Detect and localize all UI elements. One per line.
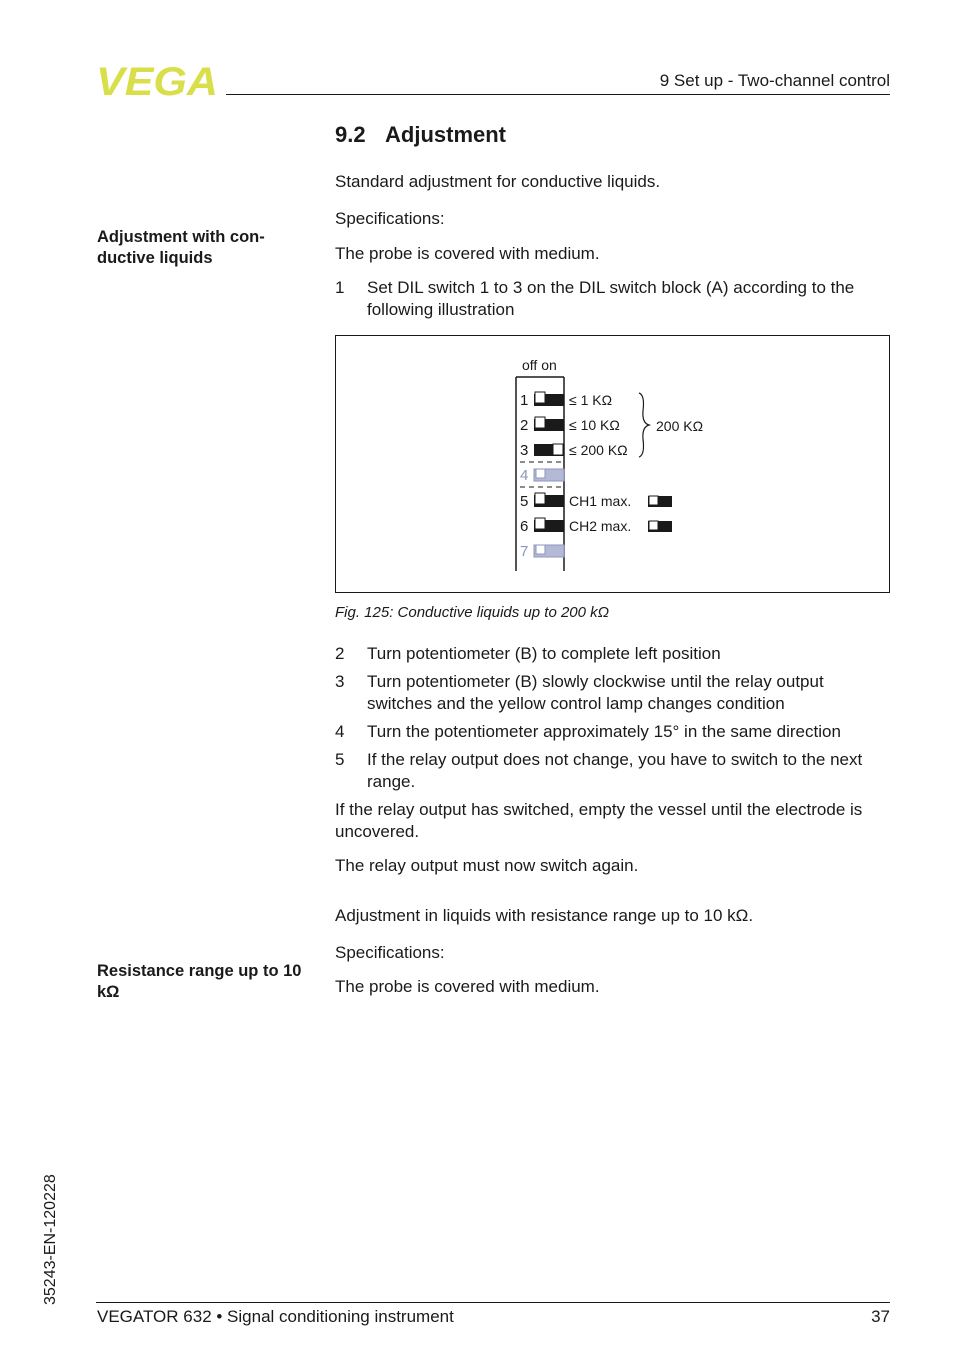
range-brace [639, 393, 649, 457]
step-number: 4 [335, 722, 345, 741]
switch-number: 1 [520, 392, 529, 409]
switch-knob-off [535, 392, 545, 403]
step-text: If the relay output does not change, you have to switch to the next range. [367, 750, 863, 791]
probe-covered-text: The probe is covered with medium. [335, 244, 600, 263]
footer-rule [96, 1302, 890, 1303]
step-item [335, 749, 891, 793]
step-number: 5 [335, 750, 345, 769]
brace-label: 200 KΩ [656, 418, 704, 434]
header-rule [226, 94, 890, 95]
section-title [335, 122, 506, 148]
switch-label: CH2 max. [569, 518, 632, 534]
relay-switched-text: If the relay output has switched, empty the vessel until the electrode is uncovered. [335, 800, 863, 841]
footer-title: VEGATOR 632 • Signal conditioning instrument [97, 1307, 454, 1326]
switch-number: 7 [520, 543, 529, 560]
page-number: 37 [871, 1307, 890, 1326]
step-item [335, 671, 891, 715]
specifications-label: Specifications: [335, 209, 445, 228]
step-text: Turn potentiometer (B) to complete left position [367, 644, 721, 663]
resistance-range-text: Adjustment in liquids with resistance range up to 10 kΩ. [335, 906, 754, 925]
switch-number: 6 [520, 518, 529, 535]
side-note-conductive: Adjustment with con-ductive liquids [97, 228, 265, 267]
switch-knob-on [553, 444, 563, 455]
switch-number: 2 [520, 417, 529, 434]
step-number: 3 [335, 672, 345, 691]
switch-number: 4 [520, 467, 529, 484]
dil-switch-diagram [335, 335, 890, 593]
switch-knob-off [535, 518, 545, 529]
relay-switch-again-text: The relay output must now switch again. [335, 856, 639, 875]
step-item [335, 277, 891, 321]
document-id: 35243-EN-120228 [42, 1174, 59, 1305]
svg-text:VEGA: VEGA [96, 64, 218, 98]
specifications-label: Specifications: [335, 943, 445, 962]
switch-label: ≤ 1 KΩ [569, 392, 613, 408]
switch-label: CH1 max. [569, 493, 632, 509]
figure-caption: Fig. 125: Conductive liquids up to 200 kΩ [335, 604, 610, 621]
step-item [335, 643, 891, 665]
switch-label: ≤ 10 KΩ [569, 417, 620, 433]
switch-label: ≤ 200 KΩ [569, 442, 628, 458]
switch-knob-off [535, 493, 545, 504]
step-text: Turn the potentiometer approximately 15° in the same direction [367, 722, 841, 741]
switch-number: 3 [520, 442, 529, 459]
max-switch-knob [649, 496, 658, 505]
chapter-heading: 9 Set up - Two-channel control [659, 71, 890, 90]
step-text: Set DIL switch 1 to 3 on the DIL switch block (A) according to the following illustration [367, 278, 855, 319]
probe-covered-text: The probe is covered with medium. [335, 977, 600, 996]
step-number: 2 [335, 644, 345, 663]
side-note-resistance: Resistance range up to 10 kΩ [97, 962, 302, 1001]
switch-knob-off [535, 417, 545, 428]
vega-logo [96, 64, 220, 98]
switch-knob-disabled [536, 469, 545, 478]
intro-text: Standard adjustment for conductive liquids. [335, 172, 661, 191]
section-title-text: Adjustment [385, 122, 506, 147]
step-text: Turn potentiometer (B) slowly clockwise until the relay output switches and the yellow control lamp changes condition [367, 672, 824, 713]
step-number: 1 [335, 278, 345, 297]
max-switch-knob [649, 521, 658, 530]
switch-knob-disabled [536, 545, 545, 554]
switch-number: 5 [520, 493, 529, 510]
off-on-label: off on [522, 357, 557, 373]
step-item [335, 721, 891, 743]
section-number: 9.2 [335, 122, 366, 147]
